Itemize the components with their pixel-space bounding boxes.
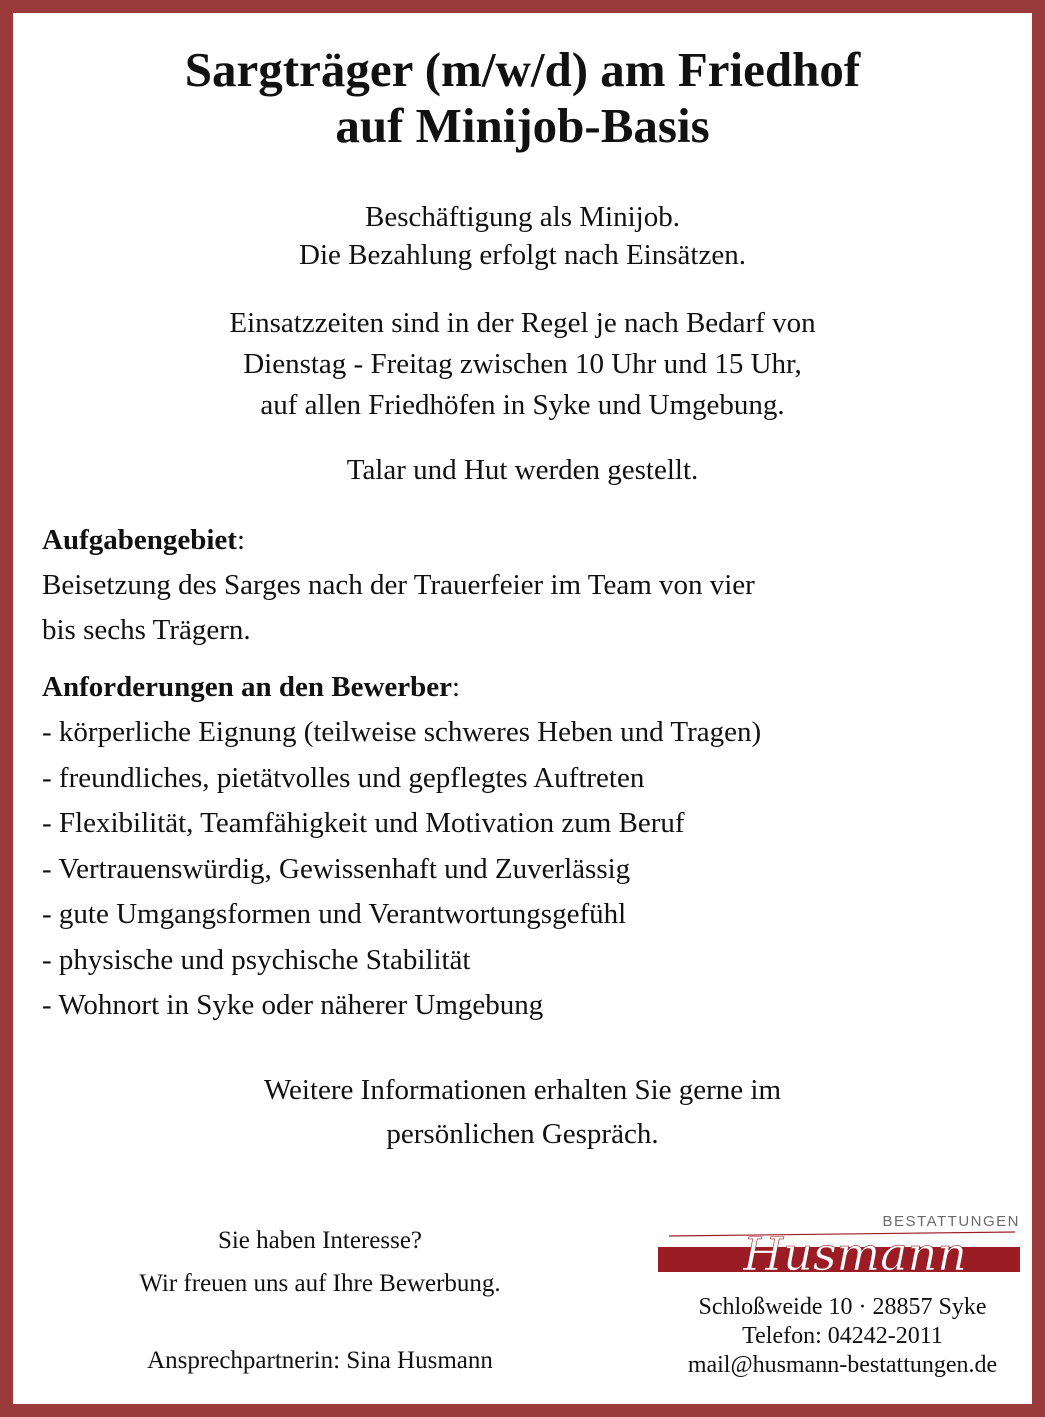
contact-welcome: Wir freuen uns auf Ihre Bewerbung. [139, 1270, 501, 1297]
tasks-text-line: bis sechs Trägern. [42, 614, 251, 646]
requirements-heading: Anforderungen an den Bewerber [42, 671, 453, 703]
colon: : [236, 524, 246, 556]
tasks-section [42, 518, 1012, 653]
intro-line: Die Bezahlung erfolgt nach Einsätzen. [299, 239, 746, 271]
address-phone: Telefon: 04242-2011 [742, 1323, 943, 1349]
intro-line: Beschäftigung als Minijob. [365, 201, 680, 233]
address-block [655, 1293, 1030, 1380]
contact-person: Ansprechpartnerin: Sina Husmann [147, 1347, 493, 1374]
title-line-1: Sargträger (m/w/d) am Friedhof [184, 42, 861, 97]
info-line: persönlichen Gespräch. [386, 1118, 659, 1150]
list-item: - Wohnort in Syke oder näherer Umgebung [42, 989, 544, 1021]
requirements-section [42, 665, 1012, 1029]
logo-brand: Husmann [743, 1227, 967, 1281]
husmann-logo [655, 1200, 1025, 1290]
contact-interest: Sie haben Interesse? [217, 1227, 423, 1254]
address-email: mail@husmann-bestattungen.de [687, 1352, 998, 1378]
page-title [13, 42, 1032, 154]
intro-clothing [13, 451, 1032, 489]
list-item: - Vertrauenswürdig, Gewissenhaft und Zuverlässig [42, 852, 631, 885]
intro-line: Dienstag - Freitag zwischen 10 Uhr und 15 Uhr, [243, 348, 802, 380]
list-item: - Flexibilität, Teamfähigkeit und Motivation zum Beruf [42, 807, 685, 839]
list-item: - körperliche Eignung (teilweise schweres Heben und Tragen) [42, 716, 762, 748]
info-text [13, 1068, 1032, 1156]
intro-schedule [13, 303, 1032, 426]
tasks-text-line: Beisetzung des Sarges nach der Trauerfeier im Team von vier [42, 569, 755, 601]
tasks-heading: Aufgabengebiet [42, 524, 237, 556]
title-line-2: auf Minijob-Basis [335, 98, 710, 153]
intro-line: Einsatzzeiten sind in der Regel je nach Bedarf von [229, 307, 816, 339]
intro-line: Talar und Hut werden gestellt. [346, 454, 699, 486]
intro-employment [13, 198, 1032, 274]
list-item: - freundliches, pietätvolles und gepflegtes Auftreten [42, 761, 645, 794]
list-item: - gute Umgangsformen und Verantwortungsgefühl [42, 898, 627, 930]
list-item: - physische und psychische Stabilität [42, 943, 471, 976]
address-street: Schloßweide 10 · 28857 Syke [698, 1294, 987, 1320]
info-line: Weitere Informationen erhalten Sie gerne im [263, 1074, 782, 1106]
logo-tagline: BESTATTUNGEN [882, 1213, 1020, 1230]
colon: : [452, 671, 461, 703]
requirements-list [42, 710, 1012, 1029]
intro-line: auf allen Friedhöfen in Syke und Umgebung. [260, 389, 785, 421]
